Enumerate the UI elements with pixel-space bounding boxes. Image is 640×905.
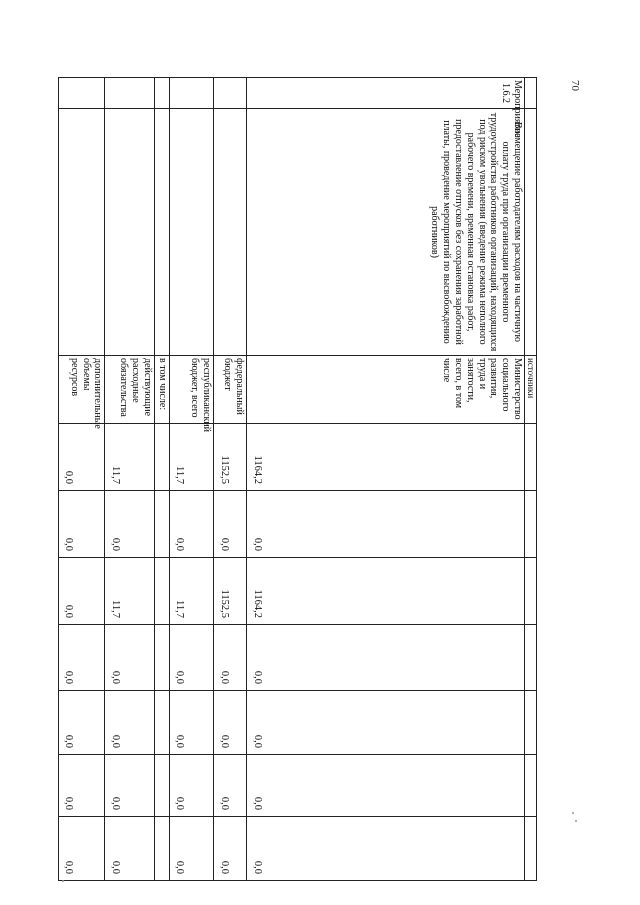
value-cell: 0,0 bbox=[247, 817, 525, 881]
value-cell: 0,0 bbox=[59, 558, 105, 625]
value-cell: 0,0 bbox=[214, 817, 247, 881]
value-cell: 0,0 bbox=[214, 755, 247, 817]
value-cell: 0,0 bbox=[59, 491, 105, 558]
header-cell-code bbox=[525, 78, 537, 109]
value-cell: 0,0 bbox=[105, 691, 154, 755]
value-cell: 11,7 bbox=[105, 424, 154, 491]
value-cell: 0,0 bbox=[247, 625, 525, 691]
value-cell: 0,0 bbox=[105, 755, 154, 817]
rotated-table-container bbox=[58, 77, 537, 880]
value-cell: 0,0 bbox=[105, 491, 154, 558]
value-cell: 1164,2 bbox=[247, 424, 525, 491]
header-cell-source: источники bbox=[525, 356, 537, 424]
value-cell: 0,0 bbox=[170, 817, 214, 881]
value-cell: 0,0 bbox=[105, 817, 154, 881]
table-row-total bbox=[247, 78, 525, 881]
value-cell: 0,0 bbox=[247, 491, 525, 558]
table-row-existing bbox=[105, 78, 154, 881]
value-cell: 0,0 bbox=[59, 424, 105, 491]
value-cell: 1164,2 bbox=[247, 558, 525, 625]
table-row-federal bbox=[214, 78, 247, 881]
value-cell: 11,7 bbox=[170, 558, 214, 625]
value-cell: 1152,5 bbox=[214, 424, 247, 491]
table-header-row bbox=[525, 78, 537, 881]
budget-table bbox=[58, 77, 537, 881]
scan-speck bbox=[572, 812, 574, 814]
value-cell: 0,0 bbox=[247, 755, 525, 817]
source-cell: действующие расходные обязательства bbox=[105, 356, 154, 424]
source-cell: республиканский бюджет, всего bbox=[170, 356, 214, 424]
value-cell: 11,7 bbox=[105, 558, 154, 625]
measure-code: Мероприятие 1.6.2 bbox=[247, 78, 525, 109]
source-cell: дополнительные объемы ресурсов bbox=[59, 356, 105, 424]
measure-name: Возмещение работодателям расходов на частичную оплату труда при организации временного трудоустройства работников организаций, находящихся под риском увольнения (введение режима неполного рабочего времени, временная остановка работ, предоставление отпусков без сохранения заработной платы, проведение мероприятий по высвобождению работников) bbox=[247, 109, 525, 356]
value-cell: 0,0 bbox=[170, 625, 214, 691]
value-cell: 1152,5 bbox=[214, 558, 247, 625]
value-cell: 0,0 bbox=[105, 625, 154, 691]
value-cell: 0,0 bbox=[247, 691, 525, 755]
value-cell: 0,0 bbox=[170, 491, 214, 558]
source-cell: Министерство социального развития, труда и занятости, всего, в том числе bbox=[247, 356, 525, 424]
header-cell-name bbox=[525, 109, 537, 356]
value-cell: 0,0 bbox=[214, 691, 247, 755]
value-cell: 0,0 bbox=[170, 691, 214, 755]
value-cell: 0,0 bbox=[59, 755, 105, 817]
table-row-including bbox=[154, 78, 169, 881]
value-cell: 0,0 bbox=[59, 817, 105, 881]
value-cell: 0,0 bbox=[59, 691, 105, 755]
source-cell: в том числе: bbox=[154, 356, 169, 424]
value-cell: 0,0 bbox=[214, 625, 247, 691]
value-cell: 0,0 bbox=[59, 625, 105, 691]
source-cell: федеральный бюджет bbox=[214, 356, 247, 424]
scan-speck bbox=[575, 820, 577, 822]
table-row-additional bbox=[59, 78, 105, 881]
scan-speck bbox=[62, 880, 64, 882]
value-cell: 0,0 bbox=[214, 491, 247, 558]
value-cell: 0,0 bbox=[170, 755, 214, 817]
value-cell: 11,7 bbox=[170, 424, 214, 491]
page-number: 70 bbox=[569, 80, 581, 91]
table-row-republican bbox=[170, 78, 214, 881]
